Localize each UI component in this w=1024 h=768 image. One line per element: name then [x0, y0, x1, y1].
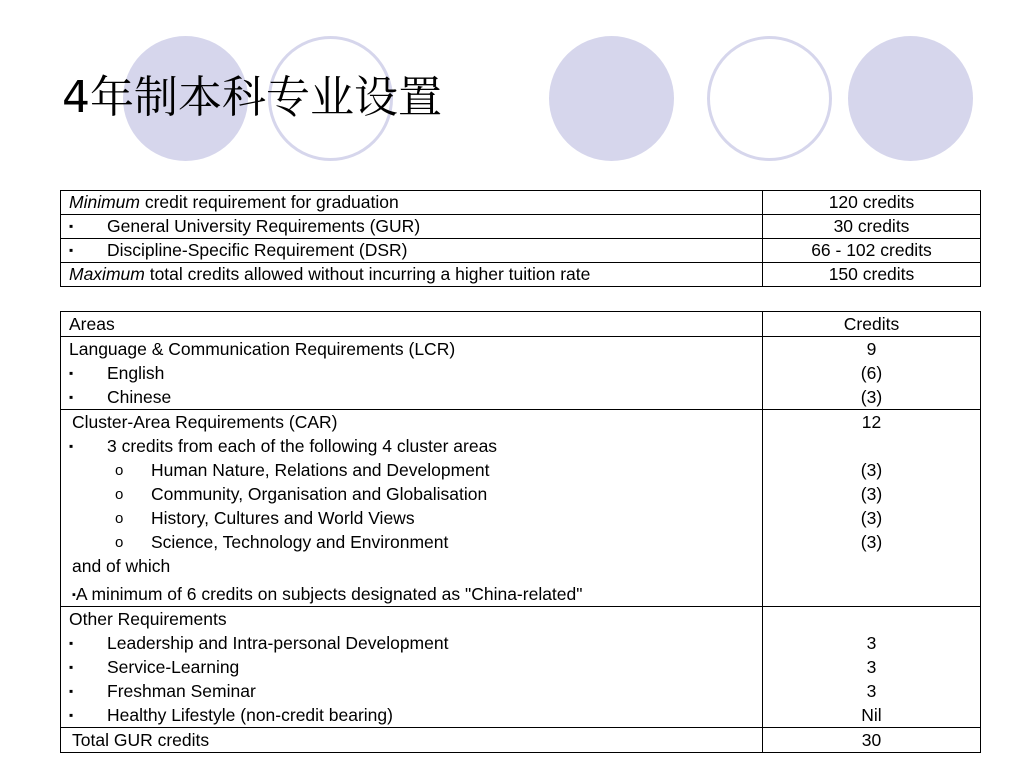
and-of-which-text: and of which — [72, 556, 171, 576]
car-title: Cluster-Area Requirements (CAR) — [72, 412, 338, 432]
car-credits: 12 — [861, 412, 882, 432]
table-cell — [61, 191, 763, 215]
spacer — [763, 607, 980, 631]
bullet-icon: ▪ — [69, 243, 74, 257]
list-item — [61, 578, 762, 606]
bullet-icon: ▪ — [69, 439, 74, 453]
circle-bullet-icon: o — [115, 510, 124, 527]
table-row-total — [61, 728, 981, 753]
decorative-circle-outline — [707, 36, 832, 161]
table-row — [61, 263, 981, 287]
row-label: Discipline-Specific Requirement (DSR) — [107, 240, 408, 260]
table-cell — [61, 410, 763, 607]
list-item — [61, 631, 762, 655]
table-row — [61, 215, 981, 239]
other-item-credits: 3 — [866, 681, 877, 701]
list-item — [61, 361, 762, 385]
total-credits: 30 — [861, 730, 882, 750]
table-cell — [763, 728, 981, 753]
total-label: Total GUR credits — [72, 730, 210, 750]
table-cell — [61, 263, 763, 287]
bullet-icon: ▪ — [72, 589, 76, 601]
table-cell — [763, 312, 981, 337]
circle-bullet-icon: o — [115, 486, 124, 503]
bullet-icon: ▪ — [69, 390, 74, 404]
lcr-item-english: English — [107, 363, 165, 383]
list-item — [61, 530, 762, 554]
lcr-credits: 9 — [866, 339, 877, 359]
cluster-label: Human Nature, Relations and Development — [151, 460, 490, 480]
lcr-chinese-credits: (3) — [860, 387, 883, 407]
other-item-credits: 3 — [866, 633, 877, 653]
table-row-other — [61, 607, 981, 728]
cluster-credits: (3) — [860, 532, 883, 552]
lcr-english-credits: (6) — [860, 363, 883, 383]
header-areas: Areas — [69, 314, 115, 334]
lcr-title: Language & Communication Requirements (LCR) — [69, 339, 456, 359]
spacer — [763, 434, 980, 458]
china-related-note: A minimum of 6 credits on subjects designated as "China-related" — [75, 584, 583, 604]
other-item-credits: 3 — [866, 657, 877, 677]
lcr-item-chinese: Chinese — [107, 387, 172, 407]
slide-title: 4年制本科专业设置 — [62, 72, 442, 123]
table-cell — [61, 312, 763, 337]
list-item — [61, 506, 762, 530]
cluster-label: History, Cultures and World Views — [151, 508, 415, 528]
bullet-icon: ▪ — [69, 219, 74, 233]
bullet-icon: ▪ — [69, 660, 74, 674]
areas-table — [60, 311, 981, 753]
list-item — [61, 703, 762, 727]
cluster-credits: (3) — [860, 508, 883, 528]
other-item-label: Freshman Seminar — [107, 681, 256, 701]
table-cell — [763, 607, 981, 728]
table-row-car — [61, 410, 981, 607]
table-cell — [61, 239, 763, 263]
list-item — [61, 655, 762, 679]
decorative-circle-filled — [848, 36, 973, 161]
table-cell — [61, 215, 763, 239]
row-label: total credits allowed without incurring a higher tuition rate — [144, 264, 591, 284]
list-item — [61, 679, 762, 703]
list-item — [61, 385, 762, 409]
other-item-label: Leadership and Intra-personal Development — [107, 633, 449, 653]
table-cell — [61, 337, 763, 410]
list-item — [61, 458, 762, 482]
row-value: 30 credits — [763, 215, 981, 239]
row-label: General University Requirements (GUR) — [107, 216, 421, 236]
table-row — [61, 191, 981, 215]
row-value: 150 credits — [763, 263, 981, 287]
list-item — [61, 434, 762, 458]
car-intro: 3 credits from each of the following 4 cluster areas — [107, 436, 498, 456]
bullet-icon: ▪ — [69, 708, 74, 722]
table-cell — [763, 337, 981, 410]
decorative-circle-filled — [549, 36, 674, 161]
table-cell — [61, 607, 763, 728]
cluster-credits: (3) — [860, 460, 883, 480]
cluster-label: Science, Technology and Environment — [151, 532, 449, 552]
table-row-lcr — [61, 337, 981, 410]
bullet-icon: ▪ — [69, 684, 74, 698]
circle-bullet-icon: o — [115, 462, 124, 479]
table-cell — [763, 410, 981, 607]
table-header-row — [61, 312, 981, 337]
cluster-label: Community, Organisation and Globalisation — [151, 484, 488, 504]
header-credits: Credits — [843, 314, 900, 334]
row-value: 66 - 102 credits — [763, 239, 981, 263]
cluster-credits: (3) — [860, 484, 883, 504]
emphasis-text: Minimum — [69, 192, 140, 212]
table-row — [61, 239, 981, 263]
circle-bullet-icon: o — [115, 534, 124, 551]
other-item-credits: Nil — [861, 705, 882, 725]
other-title: Other Requirements — [69, 609, 227, 629]
other-item-label: Service-Learning — [107, 657, 240, 677]
bullet-icon: ▪ — [69, 366, 74, 380]
table-cell — [61, 728, 763, 753]
emphasis-text: Maximum — [69, 264, 145, 284]
row-value: 120 credits — [763, 191, 981, 215]
other-item-label: Healthy Lifestyle (non-credit bearing) — [107, 705, 393, 725]
row-label: credit requirement for graduation — [139, 192, 399, 212]
list-item — [61, 482, 762, 506]
bullet-icon: ▪ — [69, 636, 74, 650]
credit-summary-table — [60, 190, 981, 287]
